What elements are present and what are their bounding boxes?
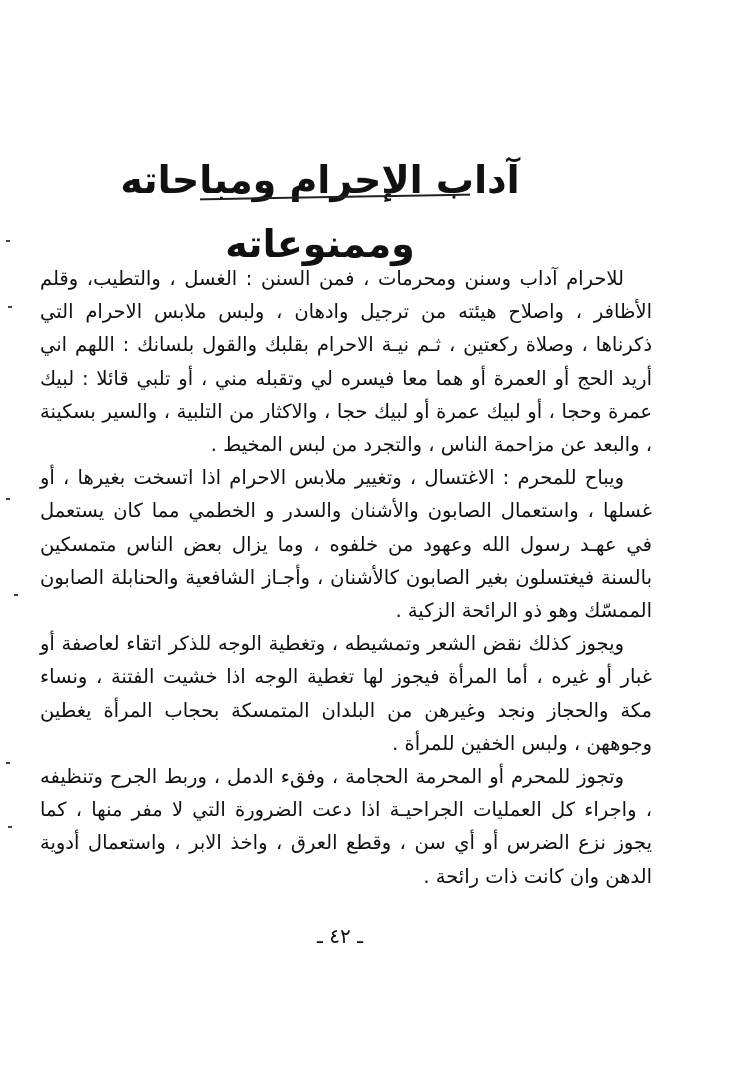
scan-speck: [6, 240, 10, 242]
paragraph-1: للاحرام آداب وسنن ومحرمات ، فمن السنن : الغسل ، والتطيب، وقلم الأظافر ، واصلاح هيئته من ترجيل وادهان ، ولبس ملابس الاحرام التي ذكرناها ، وصلاة ركعتين ، ثـم نيـة الاحرام بقلبك والقول بلسانك : اللهم اني أريد الحج أو العمرة أو هما معا فيسره لي وتقبله مني ، أو تلبي قائلا : لبيك عمرة وحجا ، أو لبيك عمرة أو لبيك حجا ، والاكثار من التلبية ، والسير بسكينة ، والبعد عن مزاحمة الناس ، والتجرد من لبس المخيط .: [40, 267, 652, 457]
scan-speck: [14, 594, 18, 596]
body-text: [40, 262, 652, 893]
scan-speck: [6, 762, 10, 764]
scan-speck: [6, 498, 10, 500]
scan-speck: [8, 306, 12, 308]
paragraph-3: ويجوز كذلك نقض الشعر وتمشيطه ، وتغطية الوجه للذكر اتقاء لعاصفة أو غبار أو غيره ، أما المرأة فيجوز لها تغطية الوجه اذا خشيت الفتنة ، ونساء مكة والحجاز ونجد وغيرهن من البلدان المتمسكة بحجاب المرأة يغطين وجوههن ، ولبس الخفين للمرأة .: [40, 632, 652, 755]
page-number: ـ ٤٢ ـ: [317, 924, 363, 948]
page-title: آداب الإحرام ومباحاته وممنوعاته: [120, 158, 520, 266]
scan-speck: [8, 826, 12, 828]
paragraph-4: وتجوز للمحرم أو المحرمة الحجامة ، وفقء الدمل ، وربط الجرح وتنظيفه ، واجراء كل العمليات الجراحيـة اذا دعت الضرورة التي لا مفر منها ، كما يجوز نزع الضرس أو أي سن ، وقطع العرق ، واخذ الابر ، واستعمال أدوية الدهن وان كانت ذات رائحة .: [40, 765, 652, 888]
paragraph-2: ويباح للمحرم : الاغتسال ، وتغيير ملابس الاحرام اذا اتسخت بغيرها ، أو غسلها ، واستعمال الصابون والأشنان والسدر و الخطمي مما كان يستعمل في عهـد رسول الله وعهود من خلفوه ، وما يزال بعض الناس متمسكين بالسنة فيغتسلون بغير الصابون كالأشنان ، وأجـاز الشافعية والحنابلة الصابون الممسّك وهو ذو الرائحة الزكية .: [40, 466, 652, 623]
